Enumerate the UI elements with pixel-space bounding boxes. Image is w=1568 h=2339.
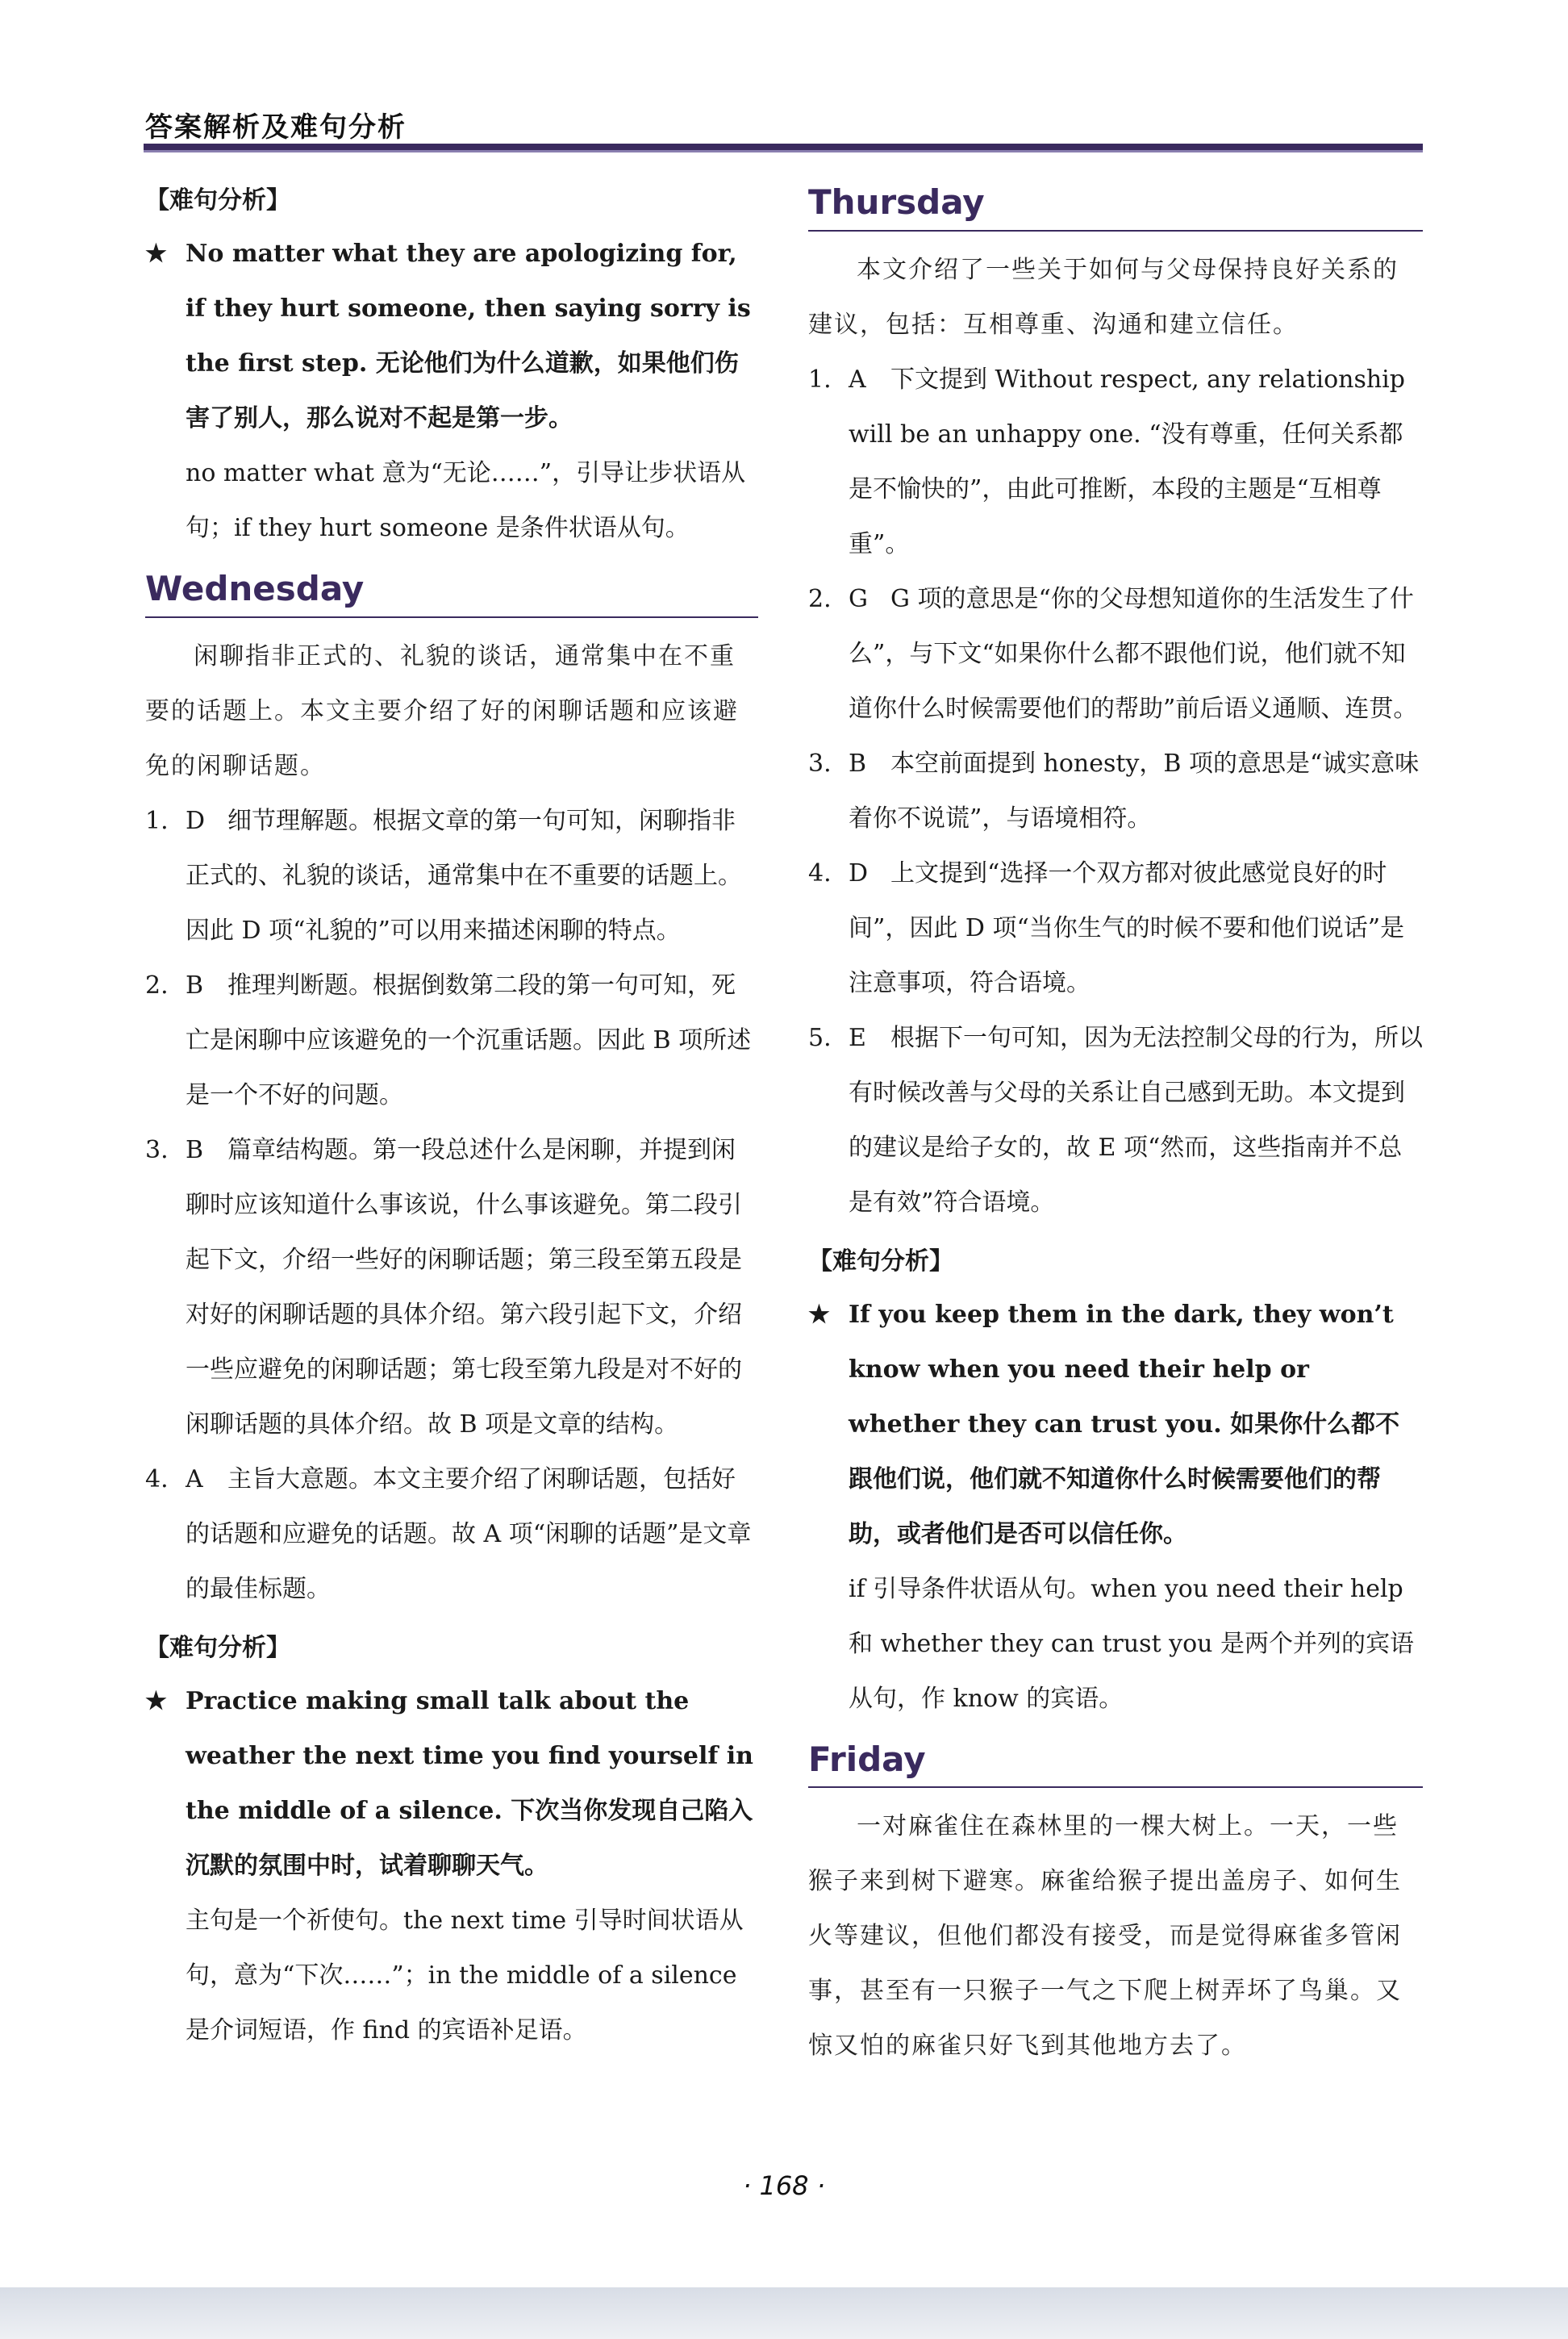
left-column (145, 169, 758, 2058)
answer-item (145, 959, 758, 1123)
running-header: 答案解析及难句分析 (145, 111, 407, 144)
answer-item (145, 794, 758, 959)
section-title-wednesday: Wednesday (145, 567, 758, 618)
answer-text: 下文提到 Without respect, any relationship will be an unhappy one. “没有尊重，任何关系都是不愉快的”，由此可推断，本段的主题是“互相尊重”。 (849, 365, 1405, 558)
answer-number: 2. (808, 584, 832, 613)
answer-number: 2. (145, 971, 169, 1000)
key-sentence-zh: 如果你什么都不跟他们说，他们就不知道你什么时候需要他们的帮助，或者他们是否可以信任你。 (849, 1410, 1400, 1548)
answer-number: 4. (808, 858, 832, 888)
sentence-explanation: 主句是一个祈使句。the next time 引导时间状语从句，意为“下次……”；in the middle of a silence 是介词短语，作 find 的宾语补足语。 (186, 1906, 744, 2045)
answer-item (145, 1452, 758, 1617)
answer-letter: D (849, 858, 869, 888)
answer-text: 上文提到“选择一个双方都对彼此感觉良好的时间”，因此 D 项“当你生气的时候不要和他们说话”是注意事项，符合语境。 (849, 858, 1405, 997)
header-rule (144, 144, 1423, 152)
note-label: 【难句分析】 (808, 1247, 953, 1276)
answer-item (808, 572, 1423, 737)
answer-number: 5. (808, 1023, 832, 1052)
answer-item (808, 353, 1423, 572)
answer-item (808, 846, 1423, 1011)
right-column (808, 169, 1423, 2074)
key-sentence (808, 1288, 1423, 1562)
section-title-thursday: Thursday (808, 181, 1423, 232)
answer-text: 篇章结构题。第一段总述什么是闲聊，并提到闲聊时应该知道什么事该说，什么事该避免。第二段引起下文，介绍一些好的闲聊话题；第三段至第五段是对好的闲聊话题的具体介绍。第六段引起下文，介绍一些应避免的闲聊话题；第七段至第九段是对不好的闲聊话题的具体介绍。故 B 项是文章的结构。 (186, 1135, 742, 1439)
key-sentence-zh: 无论他们为什么道歉，如果他们伤害了别人，那么说对不起是第一步。 (186, 349, 739, 432)
note-label: 【难句分析】 (145, 1633, 290, 1662)
answer-number: 1. (145, 806, 169, 835)
answer-item (808, 1011, 1423, 1230)
answer-number: 3. (145, 1135, 169, 1164)
key-sentence-en: If you keep them in the dark, they won’t know when you need their help or whether they can trust you. (849, 1300, 1394, 1439)
key-sentence-en: Practice making small talk about the weather the next time you find yourself in the middle of a silence. (186, 1686, 753, 1825)
answer-letter: E (849, 1023, 866, 1052)
section-summary: 一对麻雀住在森林里的一棵大树上。一天，一些猴子来到树下避寒。麻雀给猴子提出盖房子、如何生火等建议，但他们都没有接受，而是觉得麻雀多管闲事，甚至有一只猴子一气之下爬上树弄坏了鸟巢。又惊又怕的麻雀只好飞到其他地方去了。 (808, 1812, 1402, 2061)
answer-letter: A (186, 1464, 203, 1493)
answer-text: 本空前面提到 honesty，B 项的意思是“诚实意味着你不说谎”，与语境相符。 (849, 749, 1420, 833)
key-sentence-zh: 下次当你发现自己陷入沉默的氛围中时，试着聊聊天气。 (186, 1796, 753, 1880)
answer-text: 推理判断题。根据倒数第二段的第一句可知，死亡是闲聊中应该避免的一个沉重话题。因此 B 项所述是一个不好的问题。 (186, 971, 752, 1109)
note-label: 【难句分析】 (145, 186, 290, 215)
sentence-explanation: if 引导条件状语从句。when you need their help 和 whether they can trust you 是两个并列的宾语从句，作 know 的宾语。 (849, 1574, 1415, 1713)
key-sentence (145, 227, 758, 446)
answer-letter: B (849, 749, 867, 778)
answer-letter: B (186, 971, 204, 1000)
answer-text: G 项的意思是“你的父母想知道你的生活发生了什么”，与下文“如果你什么都不跟他们说，他们就不知道你什么时候需要他们的帮助”前后语义通顺、连贯。 (849, 584, 1418, 723)
answer-text: 主旨大意题。本文主要介绍了闲聊话题，包括好的话题和应避免的话题。故 A 项“闲聊的话题”是文章的最佳标题。 (186, 1464, 752, 1603)
key-sentence-en: No matter what they are apologizing for, if they hurt someone, then saying sorry is the first step. (186, 240, 751, 378)
answer-letter: A (849, 365, 866, 394)
section-summary: 本文介绍了一些关于如何与父母保持良好关系的建议，包括：互相尊重、沟通和建立信任。 (808, 255, 1399, 339)
star-icon: ★ (145, 1686, 167, 1715)
page-number: · 168 · (743, 2170, 825, 2201)
answer-number: 1. (808, 365, 832, 394)
section-summary: 闲聊指非正式的、礼貌的谈话，通常集中在不重要的话题上。本文主要介绍了好的闲聊话题和应该避免的闲聊话题。 (145, 641, 739, 780)
section-title-friday: Friday (808, 1738, 1423, 1789)
answer-item (808, 737, 1423, 846)
star-icon: ★ (808, 1300, 830, 1329)
answer-number: 4. (145, 1464, 169, 1493)
answer-number: 3. (808, 749, 832, 778)
answer-letter: G (849, 584, 868, 613)
star-icon: ★ (145, 240, 167, 268)
key-sentence (145, 1674, 758, 1894)
answer-text: 细节理解题。根据文章的第一句可知，闲聊指非正式的、礼貌的谈话，通常集中在不重要的话题上。因此 D 项“礼貌的”可以用来描述闲聊的特点。 (186, 806, 742, 945)
scan-edge-shade (0, 2287, 1568, 2339)
answer-item (145, 1123, 758, 1452)
answer-letter: B (186, 1135, 204, 1164)
sentence-explanation: no matter what 意为“无论……”，引导让步状语从句；if they hurt someone 是条件状语从句。 (186, 459, 746, 542)
answer-letter: D (186, 806, 206, 835)
answer-text: 根据下一句可知，因为无法控制父母的行为，所以有时候改善与父母的关系让自己感到无助。本文提到的建议是给子女的，故 E 项“然而，这些指南并不总是有效”符合语境。 (849, 1023, 1423, 1217)
